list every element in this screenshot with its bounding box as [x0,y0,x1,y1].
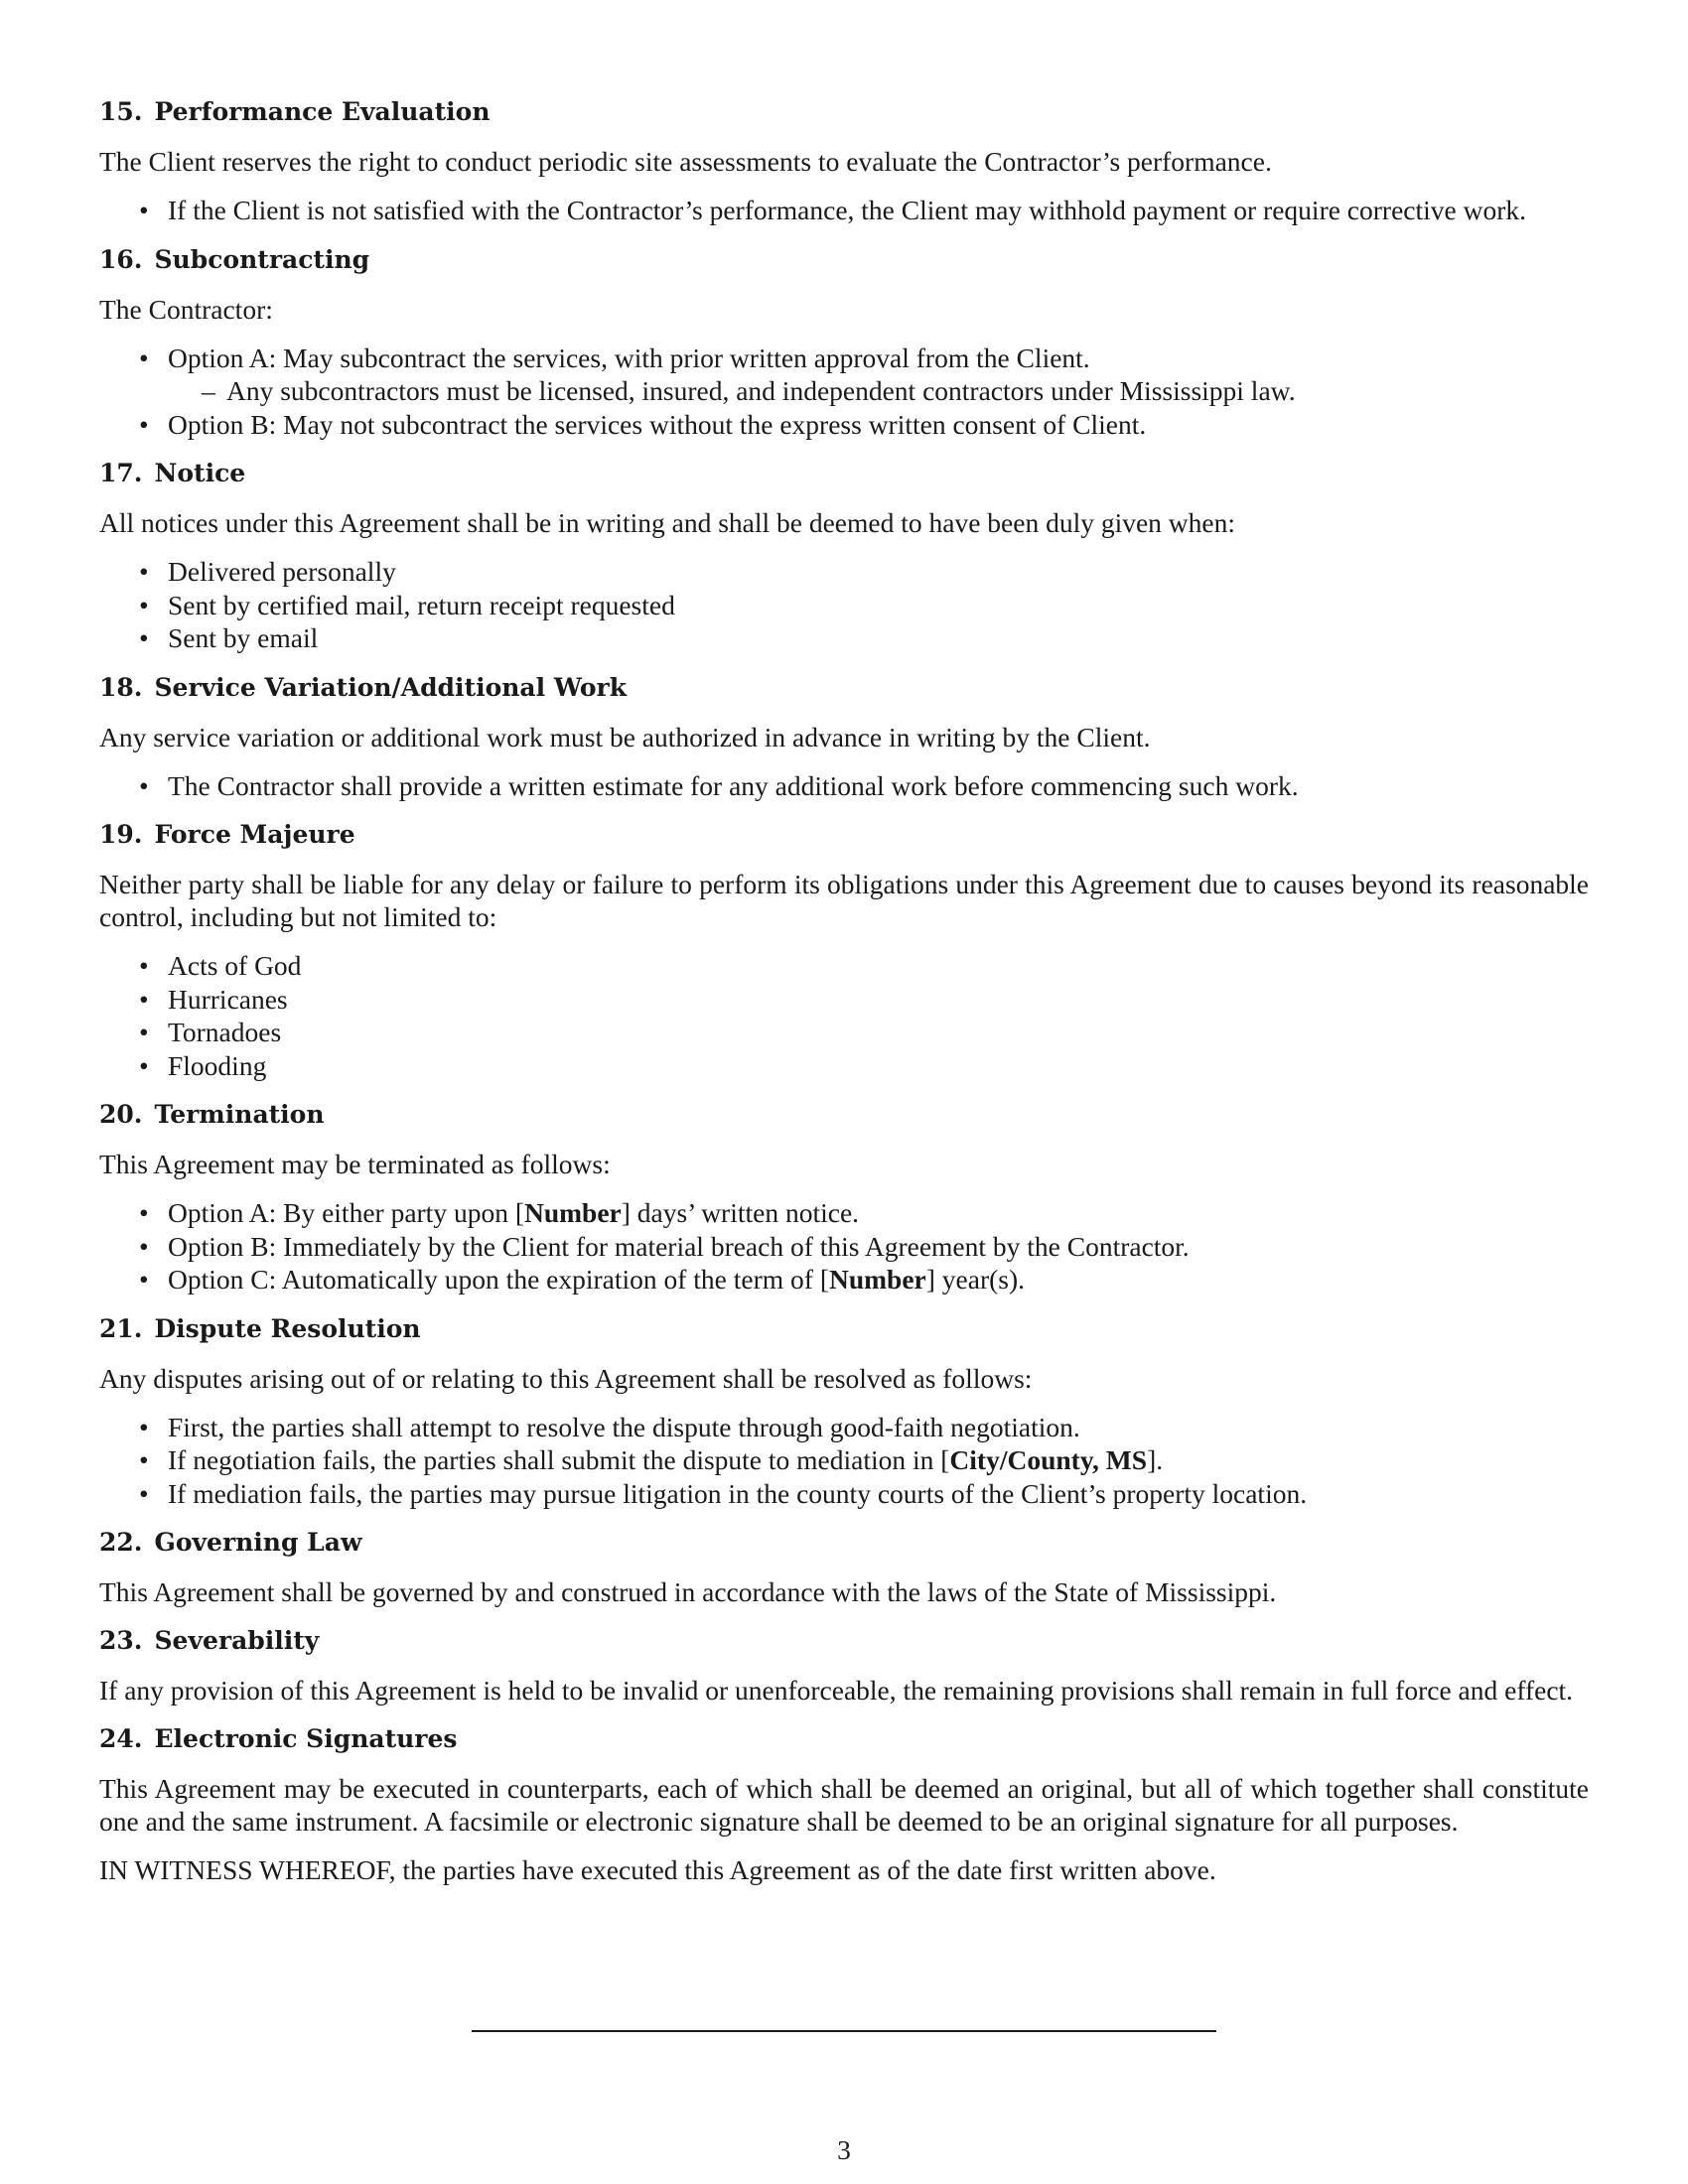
section-paragraph: The Contractor: [99,293,273,325]
list-item: • Tornadoes [139,1017,282,1047]
section-heading: 24. Electronic Signatures [99,1724,458,1753]
list-item: • Flooding [139,1049,267,1081]
list-item: • Delivered personally [139,556,396,587]
bullet-list [99,1196,1589,1297]
section-heading: 21. Dispute Resolution [99,1313,421,1343]
section-17 [99,457,1589,655]
list-item: • The Contractor shall provide a written estimate for any additional work before commencing such work. [139,769,1299,801]
list-item: • Option B: Immediately by the Client for material breach of this Agreement by the Contractor. [139,1230,1190,1262]
section-heading: 19. Force Majeure [99,820,355,849]
section-paragraph: Any disputes arising out of or relating to this Agreement shall be resolved as follows: [99,1362,1033,1394]
bullet-list [99,1411,1589,1511]
section-heading: 16. Subcontracting [99,244,370,274]
section-18 [99,671,1589,803]
section-23 [99,1624,1589,1706]
placeholder-number: Number [828,1264,926,1295]
list-item: • If the Client is not satisfied with the Contractor’s performance, the Client may withhold payment or require corrective work. [139,195,1526,225]
section-19 [99,818,1589,1082]
list-item: • First, the parties shall attempt to resolve the dispute through good-faith negotiation. [139,1411,1080,1442]
section-20 [99,1098,1589,1297]
signature-line [472,2030,1216,2032]
section-paragraph: This Agreement may be terminated as follows: [99,1149,611,1179]
list-item: • Sent by email [139,622,319,653]
placeholder-number: Number [523,1197,622,1228]
section-24 [99,1722,1589,1838]
section-21 [99,1312,1589,1511]
page-number: 3 [837,2134,851,2165]
bullet-list [99,555,1589,655]
list-item: • If mediation fails, the parties may pursue litigation in the county courts of the Client’s property location. [139,1477,1308,1509]
section-15 [99,95,1589,227]
section-heading: 20. Termination [99,1100,325,1129]
list-item: • Sent by certified mail, return receipt requested [139,589,675,620]
placeholder-city: City/County, MS [949,1444,1148,1475]
section-heading: 22. Governing Law [99,1528,362,1557]
bullet-list [99,194,1589,227]
list-item: • Option A: May subcontract the services, with prior written approval from the Client. [139,341,1090,373]
document-page [99,95,1589,1902]
section-heading: 17. Notice [99,459,246,487]
list-item: • If negotiation fails, the parties shall submit the dispute to mediation in [City/County, MS]. [139,1444,1164,1475]
bullet-list [99,341,1589,442]
witness-statement: IN WITNESS WHEREOF, the parties have executed this Agreement as of the date first written above. [99,1854,1216,1885]
section-16 [99,243,1589,442]
section-paragraph: The Client reserves the right to conduct periodic site assessments to evaluate the Contractor’s performance. [99,146,1272,177]
section-heading: 15. Performance Evaluation [99,97,491,126]
bullet-list [99,769,1589,803]
list-item: • Hurricanes [139,983,288,1015]
list-item: • Option A: By either party upon [Number] days’ written notice. [139,1197,860,1228]
list-item: • Option C: Automatically upon the expiration of the term of [Number] year(s). [139,1264,1026,1295]
list-item: • Acts of God [139,950,302,981]
section-paragraph: This Agreement shall be governed by and construed in accordance with the laws of the State of Mississippi. [99,1576,1277,1607]
section-22 [99,1526,1589,1608]
section-paragraph: Neither party shall be liable for any delay or failure to perform its obligations under this Agreement due to causes beyond its reasonable control, including but not limited to: [99,869,1589,932]
list-item: • Option B: May not subcontract the services without the express written consent of Client. [139,408,1147,440]
section-paragraph: Any service variation or additional work must be authorized in advance in writing by the Client. [99,721,1151,752]
section-paragraph: This Agreement may be executed in counterparts, each of which shall be deemed an original, but all of which together shall constitute one and the same instrument. A facsimile or electronic signature shall be deemed to be an original signature for all purposes. [99,1773,1589,1837]
section-paragraph: All notices under this Agreement shall be in writing and shall be deemed to have been duly given when: [99,507,1236,538]
section-paragraph: If any provision of this Agreement is held to be invalid or unenforceable, the remaining provisions shall remain in full force and effect. [99,1675,1574,1706]
bullet-list [99,949,1589,1082]
section-heading: 23. Severability [99,1626,320,1655]
section-heading: 18. Service Variation/Additional Work [99,672,628,702]
sub-list-item: – Any subcontractors must be licensed, insured, and independent contractors under Mississippi law. [202,375,1296,406]
